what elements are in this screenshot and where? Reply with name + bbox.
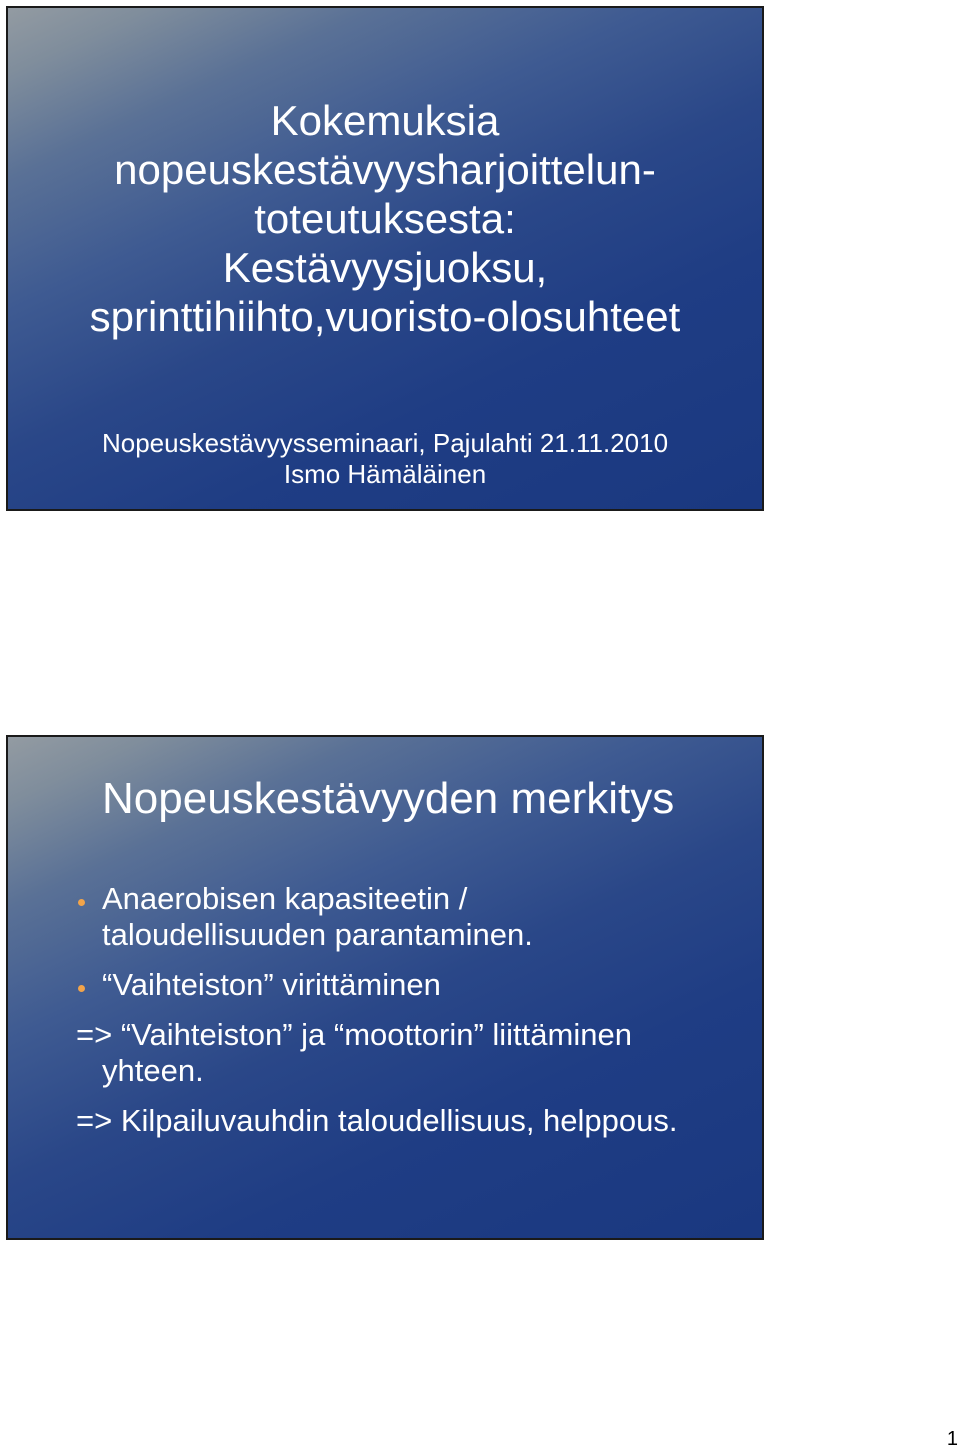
slide-2-body <box>76 881 756 1153</box>
page-number: 1 <box>946 1428 958 1450</box>
bullet-item <box>76 967 756 1003</box>
slide-1 <box>6 6 764 511</box>
arrow-item <box>76 1103 756 1139</box>
slide-1-subtitle-event: Nopeuskestävyysseminaari, Pajulahti 21.11.2010 <box>101 428 669 458</box>
slide-1-title-line: toteutuksesta: <box>254 195 516 242</box>
slide-2 <box>6 735 764 1240</box>
bullet-text <box>102 967 756 1003</box>
slide-2-title: Nopeuskestävyyden merkitys <box>102 774 675 823</box>
arrow-line: => Kilpailuvauhdin taloudellisuus, helppous. <box>76 1103 678 1138</box>
slide-1-title-line: Kokemuksia <box>270 97 500 144</box>
slide-1-title-line: Kestävyysjuoksu, <box>222 244 548 291</box>
slide-1-title-line: nopeuskestävyysharjoittelun- <box>114 146 656 193</box>
arrow-line: => “Vaihteiston” ja “moottorin” liittäminen <box>76 1017 632 1052</box>
bullet-text <box>102 881 756 953</box>
bullet-item <box>76 881 756 953</box>
slide-1-subtitle-author: Ismo Hämäläinen <box>283 459 487 489</box>
bullet-dot-icon <box>78 899 85 906</box>
slide-1-title-line: sprinttihiihto,vuoristo-olosuhteet <box>89 293 681 340</box>
bullet-line: Anaerobisen kapasiteetin / <box>102 881 468 916</box>
slide-1-title <box>8 96 762 341</box>
arrow-item <box>76 1017 756 1089</box>
bullet-line: “Vaihteiston” virittäminen <box>102 967 441 1002</box>
bullet-dot-icon <box>78 985 85 992</box>
slide-1-subtitle <box>8 428 762 490</box>
arrow-line: yhteen. <box>102 1053 204 1088</box>
bullet-line: taloudellisuuden parantaminen. <box>102 917 533 952</box>
